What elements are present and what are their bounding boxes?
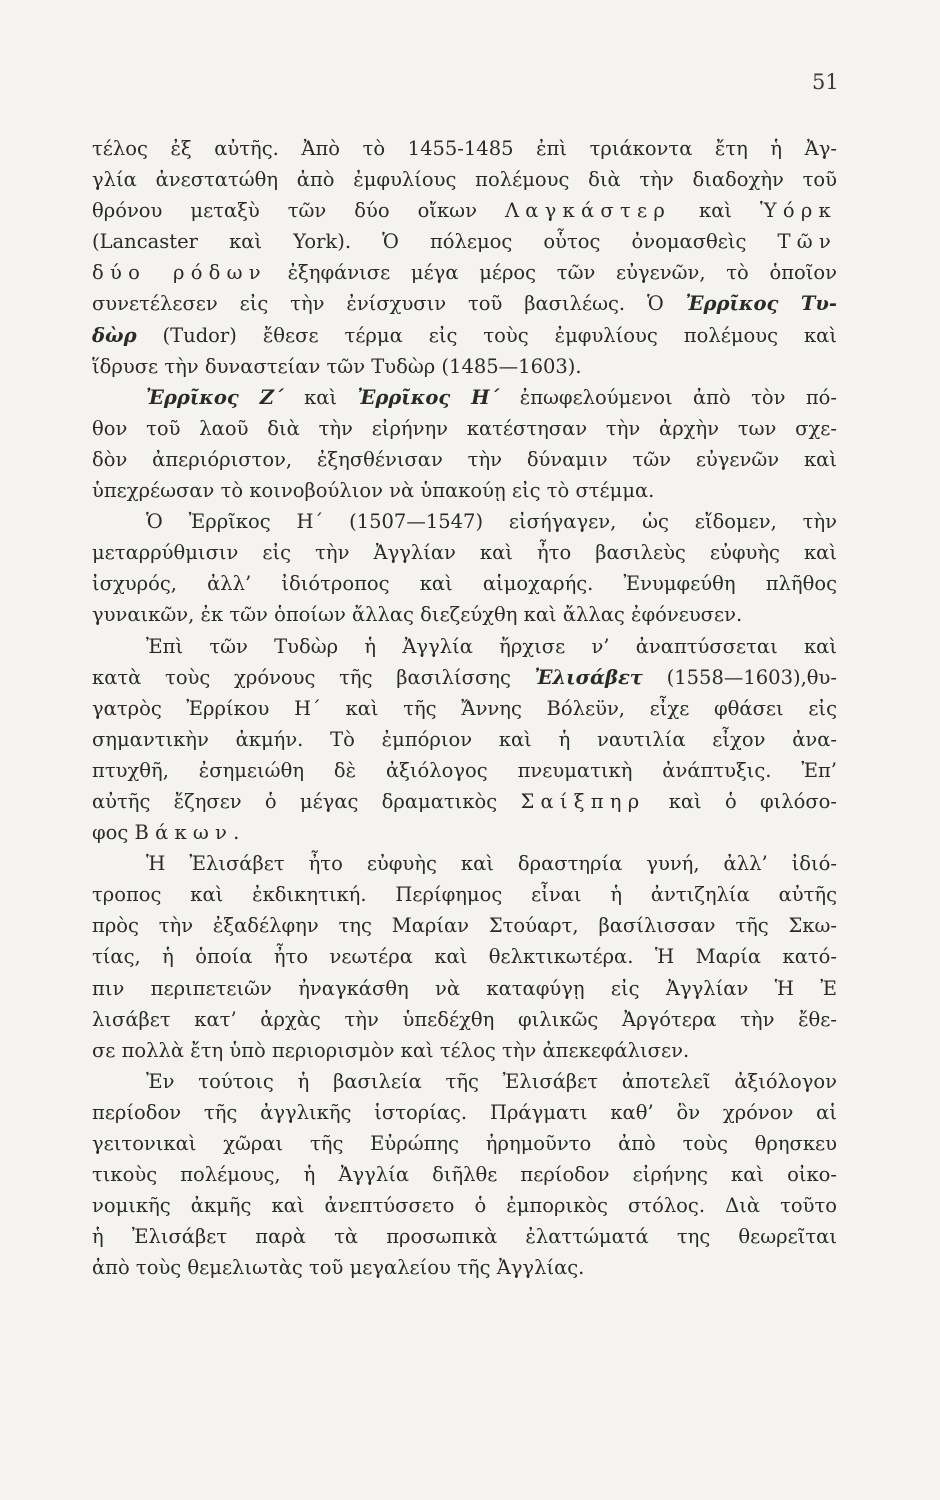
text-line — [92, 133, 837, 164]
text-run: θον τοῦ λαοῦ διὰ τὴν εἰρήνην κατέστησαν τὴν ἀρχὴν των σχε- — [92, 416, 837, 440]
text-line — [92, 382, 837, 413]
text-run: συνετέλεσεν εἰς τὴν ἐνίσχυσιν τοῦ βασιλέως. Ὁ — [92, 292, 686, 316]
text-line — [92, 537, 837, 568]
text-run: καὶ ὁ φιλόσο- — [645, 789, 837, 813]
text-line — [92, 257, 837, 288]
text-line — [92, 879, 837, 910]
text-run: Ἐν τούτοις ἡ βασιλεία τῆς Ἐλισάβετ ἀποτελεῖ ἀξιόλογον — [146, 1069, 837, 1093]
text-line — [92, 848, 837, 879]
text-line — [92, 568, 837, 599]
spaced-name: Ὑόρκ — [760, 199, 837, 223]
emphasized-name: Ἐρρῖκος Ζ΄ — [146, 385, 284, 409]
text-line — [92, 475, 837, 506]
text-run: (1558—1603),θυ- — [642, 665, 837, 689]
spaced-name: Τῶν — [777, 230, 837, 254]
text-run: πρὸς τὴν ἐξαδέλφην της Μαρίαν Στούαρτ, βασίλισσαν τῆς Σκω- — [92, 914, 837, 938]
text-line — [92, 1066, 837, 1097]
text-line — [92, 1221, 837, 1252]
text-line — [92, 351, 837, 382]
text-line — [92, 599, 837, 630]
text-run: πτυχθῆ, ἐσημειώθη δὲ ἀξιόλογος πνευματικὴ ἀνάπτυξις. Ἐπ’ — [92, 758, 837, 782]
text-run: ἡ Ἐλισάβετ παρὰ τὰ προσωπικὰ ἐλαττώματά της θεωρεῖται — [92, 1225, 837, 1249]
text-run: Ὁ Ἐρρῖκος Η΄ (1507—1547) εἰσήγαγεν, ὡς εἴδομεν, τὴν — [146, 510, 837, 534]
text-line — [92, 1190, 837, 1221]
emphasized-name: Ἐρρῖκος Τυ- — [685, 292, 837, 316]
text-run: (Tudor) ἔθεσε τέρμα εἰς τοὺς ἐμφυλίους πολέμους καὶ — [136, 323, 837, 347]
body-text — [92, 133, 837, 1283]
emphasized-name: Ἐλισάβετ — [534, 665, 643, 689]
text-run: αὐτῆς ἔζησεν ὁ μέγας δραματικὸς — [92, 789, 521, 813]
text-run: ὑπεχρέωσαν τὸ κοινοβούλιον νὰ ὑπακούῃ εἰς τὸ στέμμα. — [92, 479, 655, 503]
emphasized-name: δὼρ — [92, 323, 137, 347]
text-run: ἵδρυσε τὴν δυναστείαν τῶν Τυδὼρ (1485—1603). — [92, 354, 582, 378]
text-run: τροπος καὶ ἐκδικητική. Περίφημος εἶναι ἡ ἀντιζηλία αὐτῆς — [92, 883, 837, 907]
text-run: μεταρρύθμισιν εἰς τὴν Ἀγγλίαν καὶ ἦτο βασιλεὺς εὐφυὴς καὶ — [92, 541, 837, 565]
text-line — [92, 444, 837, 475]
text-run: ἀπὸ τοὺς θεμελιωτὰς τοῦ μεγαλείου τῆς Ἀγγλίας. — [92, 1256, 585, 1280]
text-line — [92, 164, 837, 195]
text-run: γλία ἀνεστατώθη ἀπὸ ἐμφυλίους πολέμους διὰ τὴν διαδοχὴν τοῦ — [92, 168, 837, 192]
text-run: σημαντικὴν ἀκμήν. Τὸ ἐμπόριον καὶ ἡ ναυτιλία εἶχον ἀνα- — [92, 727, 837, 751]
text-run: ἐπωφελούμενοι ἀπὸ τὸν πό- — [499, 385, 837, 409]
text-line — [92, 910, 837, 941]
text-line — [92, 1004, 837, 1035]
text-run: Ἡ Ἐλισάβετ ἦτο εὐφυὴς καὶ δραστηρία γυνή, ἀλλ’ ἰδιό- — [146, 852, 837, 876]
text-line — [92, 1159, 837, 1190]
text-run: γειτονικαὶ χῶραι τῆς Εὐρώπης ἠρημοῦντο ἀπὸ τοὺς θρησκευ — [92, 1132, 837, 1155]
text-run: θρόνου μεταξὺ τῶν δύο οἴκων — [92, 199, 505, 223]
emphasized-name: Ἐρρῖκος Η΄ — [357, 385, 500, 409]
text-run: Ἐπὶ τῶν Τυδὼρ ἡ Ἀγγλία ἤρχισε ν’ ἀναπτύσσεται καὶ — [146, 634, 837, 658]
text-line — [92, 195, 837, 226]
text-run: ἰσχυρός, ἀλλ’ ἰδιότροπος καὶ αἱμοχαρής. Ἐνυμφεύθη πλῆθος — [92, 572, 837, 596]
text-run: (Lancaster καὶ York). Ὁ πόλεμος οὗτος ὀνομασθεὶς — [92, 230, 778, 254]
text-run: περίοδον τῆς ἀγγλικῆς ἱστορίας. Πράγματι καθ’ ὃν χρόνον αἱ — [92, 1100, 837, 1124]
text-run: σε πολλὰ ἔτη ὑπὸ περιορισμὸν καὶ τέλος τὴν ἀπεκεφάλισεν. — [92, 1038, 690, 1062]
text-line — [92, 506, 837, 537]
spaced-name: δύο ρόδων — [92, 261, 267, 285]
text-line — [92, 973, 837, 1004]
text-run: κατὰ τοὺς χρόνους τῆς βασιλίσσης — [92, 665, 535, 689]
page-number: 51 — [812, 70, 839, 94]
text-line — [92, 320, 837, 351]
text-run: ἐξηφάνισε μέγα μέρος τῶν εὐγενῶν, τὸ ὁποῖον — [266, 261, 837, 285]
text-line — [92, 631, 837, 662]
text-run: δὸν ἀπεριόριστον, ἐξησθένισαν τὴν δύναμιν τῶν εὐγενῶν καὶ — [92, 447, 837, 471]
spaced-name: Λαγκάστερ — [504, 199, 672, 223]
text-run: τέλος ἐξ αὐτῆς. Ἀπὸ τὸ 1455-1485 ἐπὶ τριάκοντα ἔτη ἡ Ἀγ- — [92, 137, 837, 160]
text-line — [92, 941, 837, 972]
text-line — [92, 817, 837, 848]
spaced-name: Βάκων. — [134, 821, 246, 845]
text-line — [92, 724, 837, 755]
text-line — [92, 1252, 837, 1283]
text-line — [92, 288, 837, 319]
text-line — [92, 1097, 837, 1128]
text-run: γυναικῶν, ἐκ τῶν ὁποίων ἄλλας διεζεύχθη καὶ ἄλλας ἐφόνευσεν. — [92, 603, 743, 627]
text-run: νομικῆς ἀκμῆς καὶ ἀνεπτύσσετο ὁ ἐμπορικὸς στόλος. Διὰ τοῦτο — [92, 1194, 837, 1218]
text-line — [92, 786, 837, 817]
text-run: πιν περιπετειῶν ἠναγκάσθη νὰ καταφύγῃ εἰς Ἀγγλίαν Ἡ Ἐ — [92, 976, 837, 1000]
text-run: καὶ — [283, 385, 358, 409]
text-line — [92, 693, 837, 724]
text-line — [92, 226, 837, 257]
text-run: γατρὸς Ἐρρίκου Η΄ καὶ τῆς Ἄννης Βόλεϋν, εἶχε φθάσει εἰς — [92, 696, 837, 720]
text-line — [92, 662, 837, 693]
text-line — [92, 1035, 837, 1066]
text-run: τίας, ἡ ὁποία ἦτο νεωτέρα καὶ θελκτικωτέρα. Ἡ Μαρία κατό- — [92, 945, 837, 969]
spaced-name: Σαίξπηρ — [520, 789, 646, 813]
text-run: καὶ — [671, 199, 761, 223]
text-run: λισάβετ κατ’ ἀρχὰς τὴν ὑπεδέχθη φιλικῶς Ἀργότερα τὴν ἔθε- — [92, 1007, 837, 1031]
text-run: τικοὺς πολέμους, ἡ Ἀγγλία διῆλθε περίοδον εἰρήνης καὶ οἰκο- — [92, 1163, 837, 1187]
text-line — [92, 413, 837, 444]
text-run: φος — [92, 821, 135, 845]
text-line — [92, 755, 837, 786]
text-line — [92, 1128, 837, 1159]
